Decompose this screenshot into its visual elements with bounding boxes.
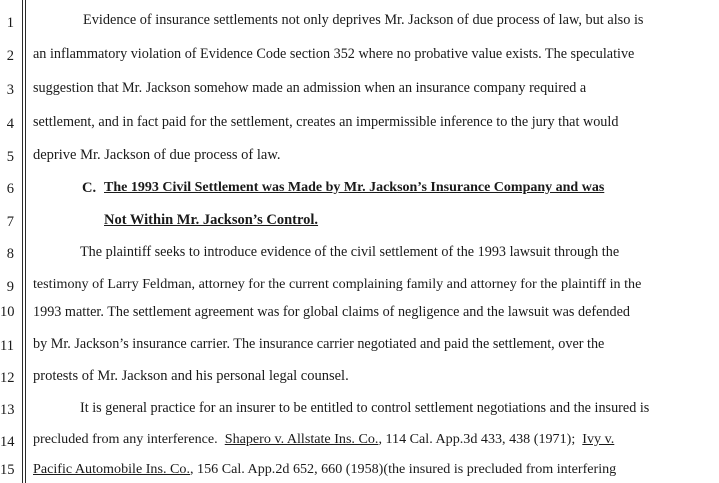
text-line-10: 1993 matter. The settlement agreement was for global claims of negligence and the lawsuit was defended (33, 304, 630, 320)
text-line-9: testimony of Larry Feldman, attorney for the current complaining family and attorney for the plaintiff in the (33, 276, 642, 292)
line-number: 2 (6, 48, 14, 64)
section-heading-number: C. (82, 180, 97, 196)
margin-rule-1 (22, 0, 23, 483)
line-number: 14 (0, 434, 15, 450)
line-14-citation-detail: , 114 Cal. App.3d 433, 438 (1971); (378, 431, 576, 447)
line-14-lead: precluded from any interference. (33, 431, 218, 447)
case-citation-ivy: Ivy v. (582, 431, 615, 447)
line-number: 15 (0, 462, 15, 478)
text-line-3: suggestion that Mr. Jackson somehow made an admission when an insurance company required a (33, 80, 587, 96)
line-number: 11 (0, 338, 14, 354)
text-line-4: settlement, and in fact paid for the settlement, creates an impermissible inference to the jury that would (33, 114, 619, 130)
text-line-5: deprive Mr. Jackson of due process of law. (33, 147, 281, 163)
line-number: 10 (0, 304, 15, 320)
line-number: 6 (6, 181, 14, 197)
text-line-14 (33, 429, 614, 449)
line-15-citation-detail: , 156 Cal. App.2d 652, 660 (1958)(the insured is precluded from interfering (189, 461, 617, 477)
line-number: 9 (6, 279, 14, 295)
case-citation-shapero: Shapero v. Allstate Ins. Co. (224, 431, 379, 447)
line-number: 4 (6, 116, 14, 132)
text-line-11: by Mr. Jackson’s insurance carrier. The insurance carrier negotiated and paid the settlement, over the (33, 336, 605, 352)
line-number: 7 (6, 214, 14, 230)
line-number: 5 (6, 149, 14, 165)
text-line-2: an inflammatory violation of Evidence Code section 352 where no probative value exists. The speculative (33, 46, 635, 62)
text-line-8: The plaintiff seeks to introduce evidence of the civil settlement of the 1993 lawsuit through the (80, 244, 620, 260)
section-heading-line-2: Not Within Mr. Jackson’s Control. (104, 212, 319, 228)
text-line-1: Evidence of insurance settlements not only deprives Mr. Jackson of due process of law, but also is (83, 12, 644, 28)
line-number: 1 (6, 15, 14, 31)
text-line-12: protests of Mr. Jackson and his personal legal counsel. (33, 368, 349, 384)
line-number: 13 (0, 402, 15, 418)
case-citation-pacific: Pacific Automobile Ins. Co. (33, 461, 190, 477)
line-number: 8 (6, 246, 14, 262)
text-line-15 (33, 459, 616, 479)
line-number: 12 (0, 370, 15, 386)
margin-rule-2 (25, 0, 26, 483)
line-number: 3 (6, 82, 14, 98)
text-line-13: It is general practice for an insurer to be entitled to control settlement negotiations and the insured is (80, 400, 650, 416)
section-heading-line-1: The 1993 Civil Settlement was Made by Mr. Jackson’s Insurance Company and was (104, 180, 605, 195)
